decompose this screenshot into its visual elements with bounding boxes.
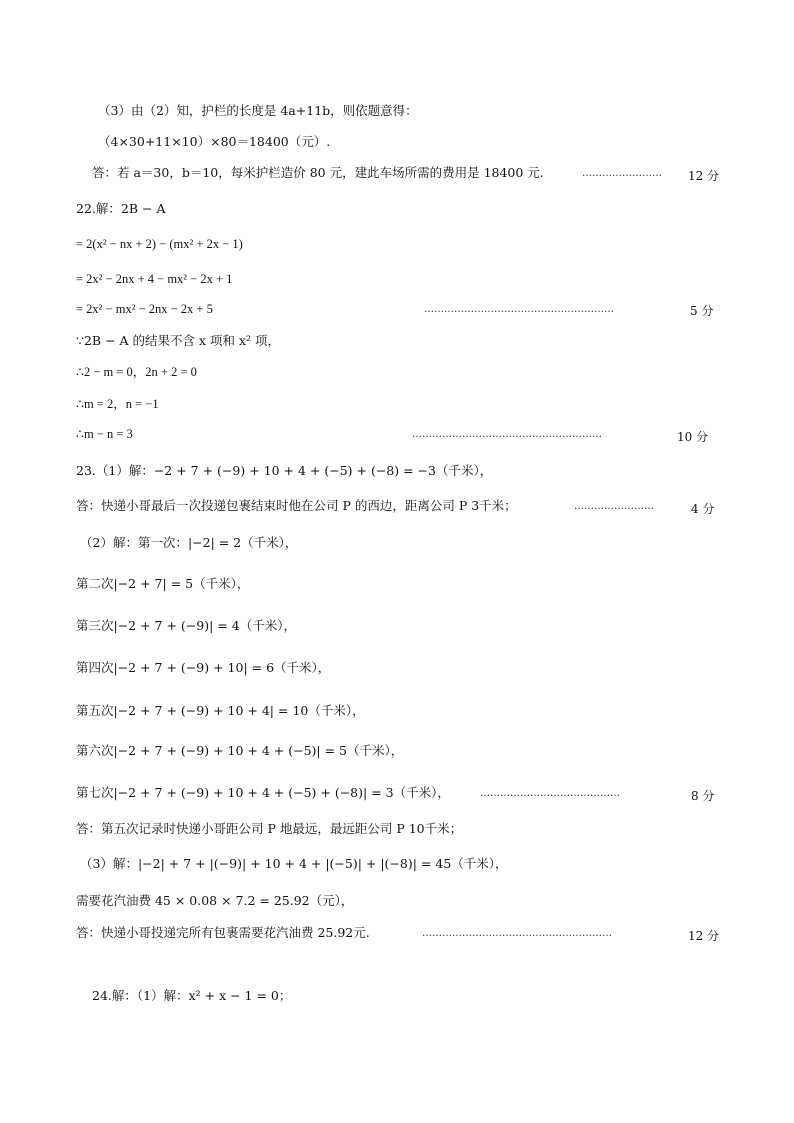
p22-step3: = 2x² − mx² − 2nx − 2x + 5: [76, 302, 213, 316]
p23-part3: （3）解：|−2| + 7 + |(−9)| + 10 + 4 + |(−5)| + |(−8)| = 45（千米），: [80, 856, 508, 871]
p22-head: 22.解：2B − A: [76, 201, 166, 216]
p21-dot-leader: ……………………: [582, 168, 662, 179]
p23-dot-leader-1: ……………………: [574, 501, 654, 512]
p22-values: ∴m = 2，n = −1: [76, 397, 159, 411]
p22-step2: = 2x² − 2nx + 4 − mx² − 2x + 1: [76, 272, 233, 286]
p23-part1: 23.（1）解：−2 + 7 + (−9) + 10 + 4 + (−5) + (−8) = −3（千米），: [76, 463, 493, 478]
p23-trip-3: 第三次|−2 + 7 + (−9)| = 4（千米），: [76, 618, 296, 633]
p21-score: 12 分: [688, 169, 720, 183]
p23-fuel-cost: 需要花汽油费 45 × 0.08 × 7.2 = 25.92（元），: [76, 893, 354, 908]
p22-step1: = 2(x² − nx + 2) − (mx² + 2x − 1): [76, 237, 243, 251]
p23-answer3: 答：快递小哥投递完所有包裹需要花汽油费 25.92元.: [76, 925, 370, 940]
p21-part3-calc: （4×30+11×10）×80＝18400（元）.: [98, 134, 331, 149]
p23-trip-4: 第四次|−2 + 7 + (−9) + 10| = 6（千米），: [76, 660, 331, 675]
p23-trip-7: 第七次|−2 + 7 + (−9) + 10 + 4 + (−5) + (−8)| = 3（千米），: [76, 785, 450, 800]
p23-answer1: 答：快递小哥最后一次投递包裹结束时他在公司 P 的西边，距离公司 P 3千米；: [76, 498, 517, 513]
p23-score-2: 8 分: [691, 789, 715, 803]
p23-score-3: 12 分: [688, 929, 720, 943]
p23-dot-leader-2: ……………………………………: [480, 788, 620, 799]
p22-dot-leader-1: …………………………………………………: [424, 304, 614, 315]
p21-part3-intro: （3）由（2）知，护栏的长度是 4a+11b，则依题意得：: [98, 103, 418, 118]
p22-score-2: 10 分: [677, 430, 709, 444]
p22-result: ∴m − n = 3: [76, 427, 133, 441]
p23-trip-6: 第六次|−2 + 7 + (−9) + 10 + 4 + (−5)| = 5（千米），: [76, 743, 404, 758]
p23-part2: （2）解：第一次：|−2| = 2（千米），: [80, 535, 298, 550]
p22-dot-leader-2: …………………………………………………: [412, 429, 602, 440]
p23-dot-leader-3: …………………………………………………: [422, 928, 612, 939]
p23-trip-2: 第二次|−2 + 7| = 5（千米），: [76, 576, 250, 591]
p23-score-1: 4 分: [691, 502, 715, 516]
p23-answer2: 答：第五次记录时快递小哥距公司 P 地最远，最远距公司 P 10千米；: [76, 821, 463, 836]
p22-score-1: 5 分: [690, 304, 714, 318]
p22-condition: ∴2 − m = 0，2n + 2 = 0: [76, 365, 197, 379]
p24-part1: 24.解：（1）解：x² + x − 1 = 0；: [92, 988, 292, 1003]
p21-answer: 答：若 a＝30，b＝10，每米护栏造价 80 元，建此车场所需的费用是 18400 元.: [92, 165, 544, 180]
p22-reason: ∵2B − A 的结果不含 x 项和 x² 项，: [76, 333, 281, 348]
p23-trip-5: 第五次|−2 + 7 + (−9) + 10 + 4| = 10（千米），: [76, 703, 365, 718]
